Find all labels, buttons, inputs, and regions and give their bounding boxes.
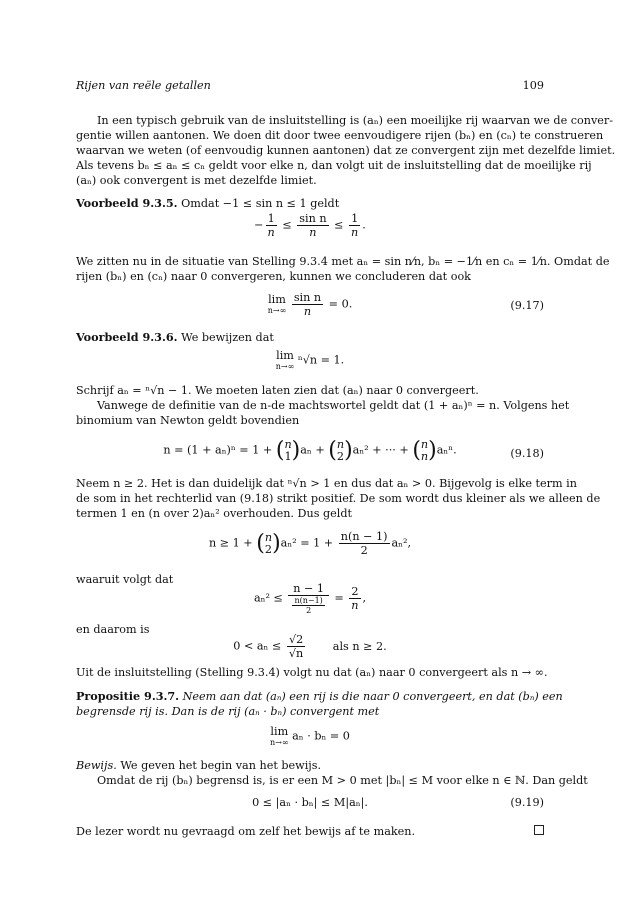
equation-product-limit: lim n→∞ aₙ · bₙ = 0 [270,725,350,747]
running-title: Rijen van reële getallen [76,79,211,92]
proposition-9-3-7-line-2: begrensde rij is. Dan is de rij (aₙ · bₙ) convergent met [76,705,380,718]
example-9-3-6-heading [76,330,544,345]
proof-line-2: Omdat de rij (bₙ) begrensd is, is er een M > 0 met |bₙ| ≤ M voor elke n ∈ ℕ. Dan geldt [97,774,588,787]
example-9-3-5-line-2: We zitten nu in de situatie van Stelling 9.3.4 met aₙ = sin n⁄n, bₙ = −1⁄n en cₙ = 1⁄n. Omdat de [76,255,610,268]
equation-an-sqrt-bound: 0 < aₙ ≤ $\frac{√2}{√n}$ als n ≥ 2. [233,633,387,660]
example-9-3-5-heading [76,196,544,211]
equation-an-squared-bound: aₙ² ≤ $\frac{n - 1}{\frac{n(n-1)}{2}}$ = $\frac{2}{n}$ , [253,582,367,615]
page-header [76,78,544,93]
example-9-3-6-line-3: binomium van Newton geldt bovendien [76,414,300,427]
equation-inequality-n: n ≥ 1 + ( n 2 )aₙ² = 1 + $\frac{n(n - 1)}{2}$ aₙ², [208,530,412,557]
qed-square-icon [534,825,544,835]
intro-line-1: In een typisch gebruik van de insluitstelling is (aₙ) een moeilijke rij waarvan we de conver- [97,114,614,127]
example-9-3-5-line-3: rijen (bₙ) en (cₙ) naar 0 convergeren, kunnen we concluderen dat ook [76,270,471,283]
example-9-3-6-line-9: Uit de insluitstelling (Stelling 9.3.4) volgt nu dat (aₙ) naar 0 convergeert als n → ∞. [76,666,548,679]
proposition-label: Propositie 9.3.7. [76,689,180,703]
proof-line-3: De lezer wordt nu gevraagd om zelf het bewijs af te maken. [76,824,544,839]
equation-sin-bounds: − $\frac{1}{n}$ ≤ $\frac{\text{sin n}}{n}$ ≤ $\frac{1}{n}$ . [254,212,366,239]
page-number: 109 [522,79,544,92]
example-text: We bewijzen dat [181,331,274,344]
example-9-3-6-line-1: Schrijf aₙ = ⁿ√n − 1. We moeten laten zien dat (aₙ) naar 0 convergeert. [76,384,479,397]
example-label: Voorbeeld 9.3.5. [76,196,178,210]
example-9-3-6-line-2: Vanwege de definitie van de n-de machtswortel geldt dat (1 + aₙ)ⁿ = n. Volgens het [97,399,570,412]
example-9-3-6-line-8: en daarom is [76,623,150,636]
equation-number: (9.17) [510,299,544,312]
example-9-3-6-line-4: Neem n ≥ 2. Het is dan duidelijk dat ⁿ√n > 1 en dus dat aₙ > 0. Bijgevolg is elke term in [76,477,577,490]
intro-line-3: waarvan we weten (of eenvoudig kunnen aantonen) dat ze convergent zijn met dezelfde limiet. [76,144,616,157]
proof-label: Bewijs. [76,759,117,772]
equation-9-18: n = (1 + aₙ)ⁿ = 1 + ( n 1 )aₙ + ( n 2 )aₙ² + ··· + ( n n )aₙⁿ. (9.18) [163,437,544,463]
equation-nth-root-limit: lim n→∞ ⁿ√n = 1. [275,349,345,371]
example-9-3-6-line-5: de som in het rechterlid van (9.18) strikt positief. De som wordt dus kleiner als we alleen de [76,492,601,505]
intro-line-2: gentie willen aantonen. We doen dit door twee eenvoudigere rijen (bₙ) en (cₙ) te construeren [76,129,604,142]
example-9-3-6-line-6: termen 1 en (n over 2)aₙ² overhouden. Dus geldt [76,507,353,520]
equation-9-17: lim n→∞ $\frac{\text{sin n}}{n}$ = 0. (9.17) [267,291,544,318]
equation-number: (9.18) [510,447,544,460]
example-9-3-6-line-7: waaruit volgt dat [76,573,174,586]
equation-9-19: 0 ≤ |aₙ · bₙ| ≤ M|aₙ|. (9.19) [252,796,544,809]
proposition-9-3-7-line-1: Propositie 9.3.7. Neem aan dat (aₙ) een rij is die naar 0 convergeert, en dat (bₙ) een [76,689,563,703]
intro-line-5: (aₙ) ook convergent is met dezelfde limiet. [76,174,317,187]
example-label: Voorbeeld 9.3.6. [76,330,178,344]
proof-line-1: Bewijs. We geven het begin van het bewijs. [76,759,322,772]
equation-number: (9.19) [510,796,544,809]
intro-line-4: Als tevens bₙ ≤ aₙ ≤ cₙ geldt voor elke n, dan volgt uit de insluitstelling dat de moeilijke rij [76,159,592,172]
example-text: Omdat −1 ≤ sin n ≤ 1 geldt [181,197,340,210]
